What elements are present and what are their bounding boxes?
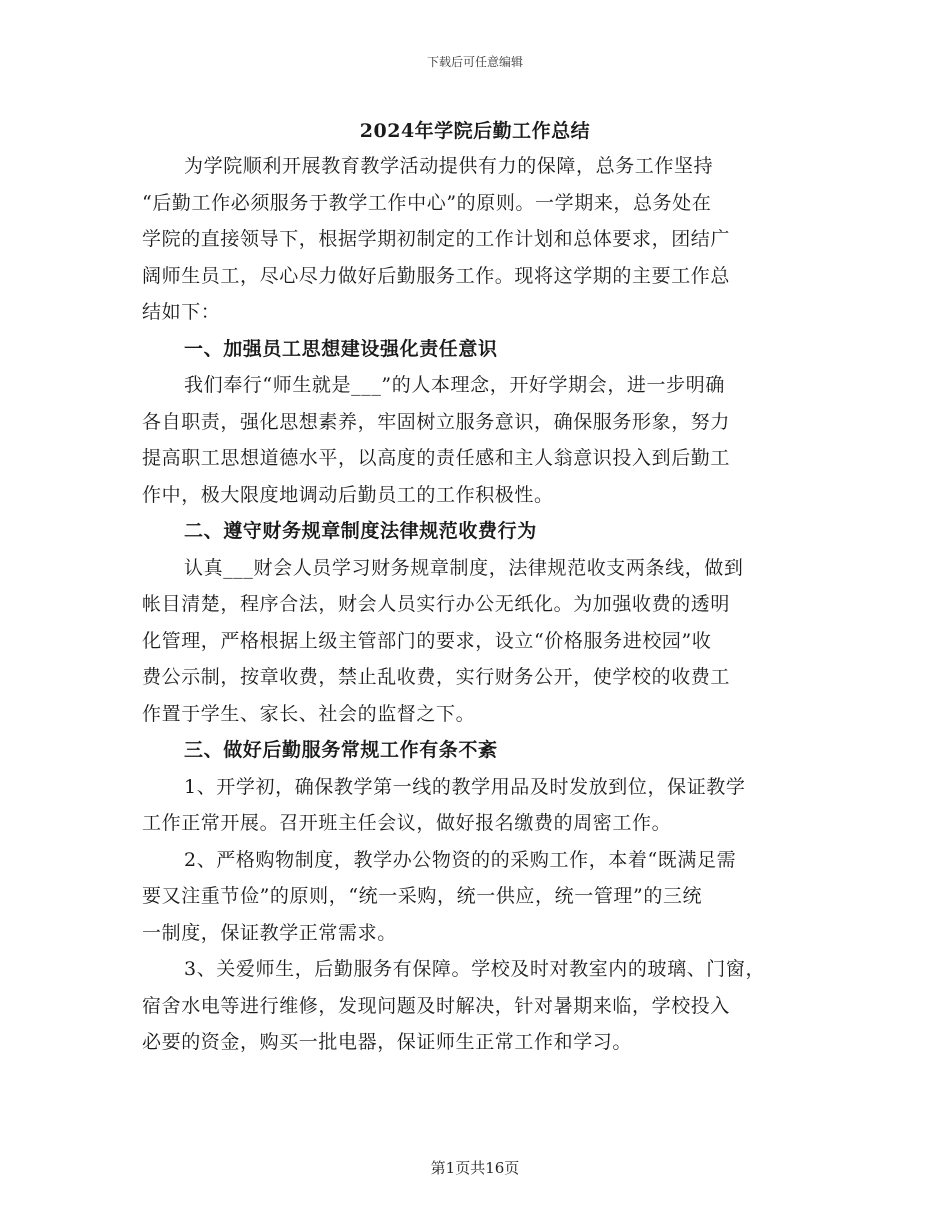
body-text-line: 各自职责，强化思想素养，牢固树立服务意识，确保服务形象，努力 xyxy=(142,410,731,433)
document-title: 2024年学院后勤工作总结 xyxy=(359,120,591,142)
body-text-line: 学院的直接领导下，根据学期初制定的工作计划和总体要求，团结广 xyxy=(142,228,731,250)
body-text-line: 作中，极大限度地调动后勤员工的工作积极性。 xyxy=(142,483,554,506)
section-heading: 三、做好后勤服务常规工作有条不紊 xyxy=(184,739,498,761)
body-text-line: “后勤工作必须服务于教学工作中心”的原则。一学期来，总务处在 xyxy=(142,191,712,214)
header-note: 下载后可任意编辑 xyxy=(426,55,523,69)
section-heading: 一、加强员工思想建设强化责任意识 xyxy=(184,337,498,360)
body-text-line: 结如下： xyxy=(142,301,221,323)
body-text-line: 工作正常开展。召开班主任会议，做好报名缴费的周密工作。 xyxy=(142,812,672,834)
body-text-line: 费公示制，按章收费，禁止乱收费，实行财务公开，使学校的收费工 xyxy=(142,666,731,688)
body-text-line: 为学院顺利开展教育教学活动提供有力的保障，总务工作坚持 xyxy=(184,155,714,177)
body-text-line: 宿舍水电等进行维修，发现问题及时解决，针对暑期来临，学校投入 xyxy=(142,994,731,1017)
body-text-line: 化管理，严格根据上级主管部门的要求，设立“价格服务进校园”收 xyxy=(142,629,712,652)
body-text-line: 要又注重节俭”的原则，“统一采购，统一供应，统一管理”的三统 xyxy=(142,885,703,907)
body-text-line: 作置于学生、家长、社会的监督之下。 xyxy=(142,702,476,725)
body-text-line: 认真___财会人员学习财务规章制度，法律规范收支两条线，做到 xyxy=(184,556,744,579)
body-text-line: 1、开学初，确保教学第一线的教学用品及时发放到位，保证教学 xyxy=(184,775,746,798)
body-text-line: 2、严格购物制度，教学办公物资的的采购工作，本着“既满足需 xyxy=(184,848,737,871)
body-text-line: 阔师生员工，尽心尽力做好后勤服务工作。现将这学期的主要工作总 xyxy=(142,264,731,287)
body-text-line: 提高职工思想道德水平，以高度的责任感和主人翁意识投入到后勤工 xyxy=(142,447,731,469)
body-text-line: 必要的资金，购买一批电器，保证师生正常工作和学习。 xyxy=(142,1031,633,1053)
section-heading: 二、遵守财务规章制度法律规范收费行为 xyxy=(184,520,537,542)
document-body xyxy=(142,148,822,1061)
page-footer: 第1页共16页 xyxy=(430,1159,520,1177)
body-text-line: 3、关爱师生，后勤服务有保障。学校及时对教室内的玻璃、门窗， xyxy=(184,958,766,980)
body-text-line: 一制度，保证教学正常需求。 xyxy=(142,921,397,944)
body-text-line: 帐目清楚，程序合法，财会人员实行办公无纸化。为加强收费的透明 xyxy=(142,593,731,615)
body-text-line: 我们奉行“师生就是___”的人本理念，开好学期会，进一步明确 xyxy=(184,374,725,396)
